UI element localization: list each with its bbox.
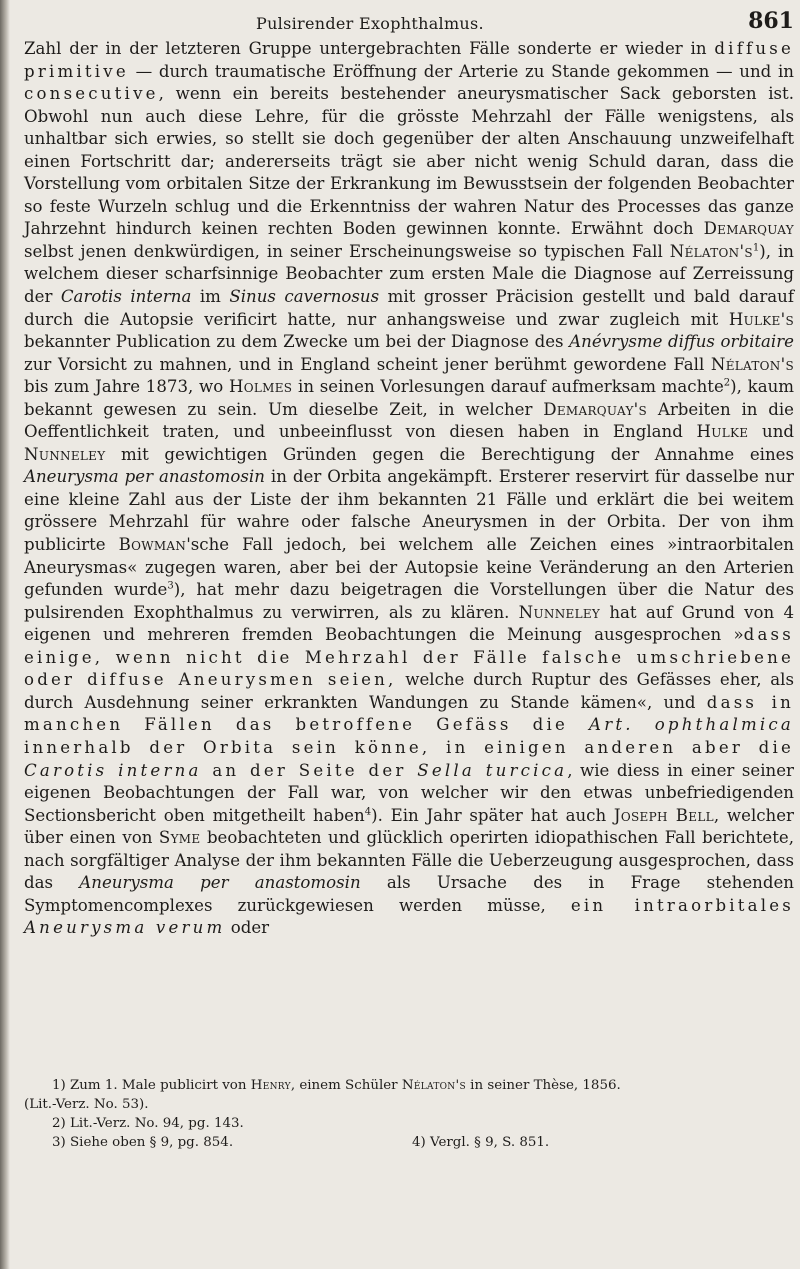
text-run: , kaum bekannt gewesen zu sein. Um dieselbe Zeit, in welcher: [24, 377, 795, 419]
text-run: , in welchem dieser scharfsinnige Beobachter zum ersten Male die Diagnose auf Zerreissung der: [24, 241, 794, 307]
text-run: hat auf Grund von 4 eigenen und mehreren fremden Beobachtungen die Meinung ausgesprochen »: [24, 602, 795, 645]
footnote-ref: 4: [364, 806, 372, 818]
spaced-term: consecutive: [24, 84, 159, 104]
author-name: Nélaton's: [401, 1078, 466, 1093]
text-run: . Ein Jahr später hat auch: [377, 805, 614, 825]
footnote-ref: 1: [752, 242, 760, 254]
text-run: mit grosser Präcision gestellt und bald darauf durch die Autopsie verificirt hatte, nur anhangsweise und zwar zugleich mit: [24, 287, 794, 329]
text-run: oder: [225, 918, 270, 938]
footnote-row: [24, 1133, 794, 1152]
author-name: Nunneley: [24, 444, 106, 464]
text-run: , hat mehr dazu beigetragen die Vorstellungen über die Natur des pulsirenden Exophthalmus zu verwirren, als zu klären.: [24, 580, 794, 622]
author-name: Hulke's: [728, 309, 794, 329]
footnotes: [24, 1076, 794, 1152]
author-name: Henry: [250, 1078, 291, 1093]
italic-term: Carotis interna: [60, 287, 192, 307]
text-run: Arbeiten in die Oeffentlichkeit traten, und unbeeinflusst von diesen haben in England: [24, 399, 794, 442]
text-run: beobachteten und glücklich operirten idiopathischen Fall berichtete, nach sorgfältiger Analyse der ihm bekannten Fälle die Ueberzeugung ausgesprochen, dass das: [24, 828, 794, 893]
author-name: Nunneley: [518, 602, 601, 622]
running-title: Pulsirender Exophthalmus.: [256, 14, 484, 33]
author-name: Joseph Bell: [613, 805, 714, 825]
footnote-ref: 2: [723, 377, 731, 389]
text-run: , wenn ein bereits bestehender aneurysmatischer Sack geborsten ist. Obwohl nun auch diese Lehre, für die grösste Mehrzahl der Fälle wenigstens, als unhaltbar sich erwies, so stellt sie doch gegenüber der alten Anschauung unzweifelhaft einen Fortschritt dar; andererseits trägt sie aber nicht wenig Schuld daran, dass die Vorstellung vom orbitalen Sitze der Erkrankung im Bewusstsein der folgenden Beobachter so feste Wurzeln schlug und die Erkenntniss der wahren Natur des Processes das ganze Jahrzehnt hindurch keinen rechten Boden gewinnen konnte. Erwähnt doch: [24, 84, 794, 239]
footnote-1: [24, 1076, 794, 1095]
spaced-italic-term: Sella turcica: [417, 760, 568, 780]
spaced-italic-term: Aneurysma verum: [24, 918, 226, 938]
footnote-2: 2) Lit.-Verz. No. 94, pg. 143.: [52, 1116, 244, 1131]
italic-term: Aneurysma per anastomosin: [79, 873, 361, 893]
main-paragraph: Zahl der in der letzteren Gruppe untergebrachten Fälle sonderte er wieder in diffuse primitive — durch traumatische Eröffnung der Arterie zu Stande gekommen — und in consecutive, wenn ein bereits bestehender aneurysmatischer Sack geborsten ist. Obwohl nun auch diese Lehre, für die grösste Mehrzahl der Fälle wenigstens, als unhaltbar sich erwies, so stellt sie doch gegenüber der alten Anschauung unzweifelhaft einen Fortschritt dar; andererseits trägt sie aber nicht wenig Schuld daran, dass die Vorstellung vom orbitalen Sitze der Erkrankung im Bewusstsein der folgenden Beobachter so feste Wurzeln schlug und die Erkenntniss der wahren Natur des Processes das ganze Jahrzehnt hindurch keinen rechten Boden gewinnen konnte. Erwähnt doch Demarquay selbst jenen denkwürdigen, in seiner Erscheinungsweise so typischen Fall $Nélaton's^1$), in welchem dieser scharfsinnige Beobachter zum ersten Male die Diagnose auf Zerreissung der Carotis interna im Sinus cavernosus mit grosser Präcision gestellt und bald darauf durch die Autopsie verificirt hatte, nur anhangsweise und zwar zugleich mit Hulke's bekannter Publication zu dem Zwecke um bei der Diagnose des Anévrysme diffus orbitaire zur Vorsicht zu mahnen, und in England scheint jener berühmt gewordene Fall Nélaton's bis zum Jahre 1873, wo Holmes in seinen Vorlesungen darauf aufmerksam machte$^2$), kaum bekannt gewesen zu sein. Um dieselbe Zeit, in welcher Demarquay's Arbeiten in die Oeffentlichkeit traten, und unbeeinflusst von diesen haben in England Hulke und Nunneley mit gewichtigen Gründen gegen die Berechtigung der Annahme eines Aneurysma per anastomosin in der Orbita angekämpft. Ersterer reservirt für dasselbe nur eine kleine Zahl aus der Liste der ihm bekannten 21 Fälle und erklärt die bei weitem grössere Mehrzahl für wahre oder falsche Aneurysmen in der Orbita. Der von ihm publicirte Bowman'sche Fall jedoch, bei welchem alle Zeichen eines »intraorbitalen Aneurysmas« zugegen waren, aber bei der Autopsie keine Veränderung an den Arterien gefunden wurde$^3$), hat mehr dazu beigetragen die Vorstellungen über die Natur des pulsirenden Exophthalmus zu verwirren, als zu klären. Nunneley hat auf Grund von 4 eigenen und mehreren fremden Beobachtungen die Meinung ausgesprochen »dass einige, wenn nicht die Mehrzahl der Fälle falsche umschriebene oder diffuse Aneurysmen seien, welche durch Ruptur des Gefässes eher, als durch Ausdehnung seiner erkrankten Wandungen zu Stande kämen«, und dass in manchen Fällen das betroffene Gefäss die Art. ophthalmica innerhalb der Orbita sein könne, in einigen anderen aber die Carotis interna an der Seite der Sella turcica, wie diess in einer seiner eigenen Beobachtungen der Fall war, von welcher wir den etwas unbefriedigenden Sectionsbericht oben mitgetheilt haben$^4$). Ein Jahr später hat auch Joseph Bell, welcher über einen von Syme beobachteten und glücklich operirten idiopathischen Fall berichtete, nach sorgfältiger Analyse der ihm bekannten Fälle die Ueberzeugung ausgesprochen, dass das Aneurysma per anastomosin als Ursache des in Frage stehenden Symptomencomplexes zurückgewiesen werden müsse, ein intraorbitales Aneurysma verum oder: [24, 39, 795, 938]
text-run: mit gewichtigen Gründen gegen die Berechtigung der Annahme eines: [105, 444, 794, 464]
author-name: Syme: [158, 828, 201, 848]
book-page: [24, 0, 795, 1269]
text-run: und: [748, 422, 794, 442]
author-name: Nélaton's: [710, 354, 794, 374]
author-name: Hulke: [696, 422, 749, 442]
spaced-quote: dass einige, wenn nicht die Mehrzahl der Fälle falsche umschriebene oder diffuse Aneurysmen seien,: [24, 625, 794, 690]
text-run: bis zum Jahre 1873, wo: [24, 377, 229, 397]
author-name: Holmes: [228, 377, 293, 397]
text-run: , welcher über einen von: [24, 805, 794, 848]
footnote-1-continued: (Lit.-Verz. No. 53).: [24, 1097, 149, 1112]
footnote-text: , einem Schüler: [290, 1078, 402, 1093]
text-run: Zahl der in der letzteren Gruppe untergebrachten Fälle sonderte er wieder in: [24, 39, 707, 58]
italic-term: Anévrysme diffus orbitaire: [569, 332, 794, 352]
text-run: bekannter Publication zu dem Zwecke um bei der Diagnose des: [24, 332, 570, 352]
text-run: im: [191, 287, 230, 307]
spaced-italic-term: Art. ophthalmica: [589, 715, 794, 735]
author-name: Demarquay's: [543, 399, 648, 419]
author-name: Demarquay: [703, 219, 794, 239]
spaced-quote: ein intraorbitales: [570, 895, 794, 915]
author-name: Nélaton's: [669, 241, 753, 261]
text-run: zur Vorsicht zu mahnen, und in England scheint jener berühmt gewordene Fall: [24, 354, 711, 374]
book-spine-shadow: [0, 0, 10, 1269]
italic-term: Sinus cavernosus: [229, 287, 380, 307]
text-run: als Ursache des in Frage stehenden Symptomencomplexes zurückgewiesen werden müsse,: [24, 873, 794, 915]
text-run: in seinen Vorlesungen darauf aufmerksam machte: [292, 377, 724, 397]
page-number: 861: [748, 8, 794, 34]
text-run: — durch traumatische Eröffnung der Arterie zu Stande gekommen — und in: [128, 61, 794, 81]
footnote-text: in seiner Thèse, 1856.: [465, 1078, 621, 1093]
body-text: [24, 38, 794, 940]
text-run: selbst jenen denkwürdigen, in seiner Erscheinungsweise so typischen Fall: [24, 241, 670, 261]
footnote-4: 4) Vergl. § 9, S. 851.: [412, 1135, 550, 1150]
author-name: Bowman: [118, 535, 187, 555]
footnote-3: 3) Siehe oben § 9, pg. 854.: [52, 1135, 234, 1150]
italic-term: Aneurysma per anastomosin: [24, 467, 265, 487]
spaced-quote: dass in manchen Fällen das betroffene Gefäss die: [24, 692, 794, 735]
text-run: 'sche Fall jedoch, bei welchem alle Zeichen eines »intraorbitalen Aneurysmas« zugegen waren, aber bei der Autopsie keine Veränderung an den Arterien gefunden wurde: [24, 535, 794, 600]
footnote-ref: 3: [167, 580, 174, 592]
text-run: in der Orbita angekämpft. Ersterer reservirt für dasselbe nur eine kleine Zahl aus der Liste der ihm bekannten 21 Fälle und erklärt die bei weitem grössere Mehrzahl für wahre oder falsche Aneurysmen in der Orbita. Der von ihm publicirte: [24, 467, 794, 555]
spaced-quote: innerhalb der Orbita sein könne, in einigen anderen aber die: [24, 737, 794, 757]
text-run: welche durch Ruptur des Gefässes eher, als durch Ausdehnung seiner erkrankten Wandungen zu Stande kämen«, und: [24, 670, 794, 712]
spaced-quote: an der Seite der: [201, 760, 418, 780]
footnote-text: 1) Zum 1. Male publicirt von: [52, 1078, 251, 1093]
spaced-term: diffuse primitive: [24, 39, 794, 81]
page-header: [24, 8, 800, 38]
spaced-italic-term: Carotis interna: [24, 760, 202, 780]
text-run: , wie diess in einer seiner eigenen Beobachtungen der Fall war, von welcher wir den etwas unbefriedigenden Sectionsbericht oben mitgetheilt haben: [24, 760, 794, 825]
